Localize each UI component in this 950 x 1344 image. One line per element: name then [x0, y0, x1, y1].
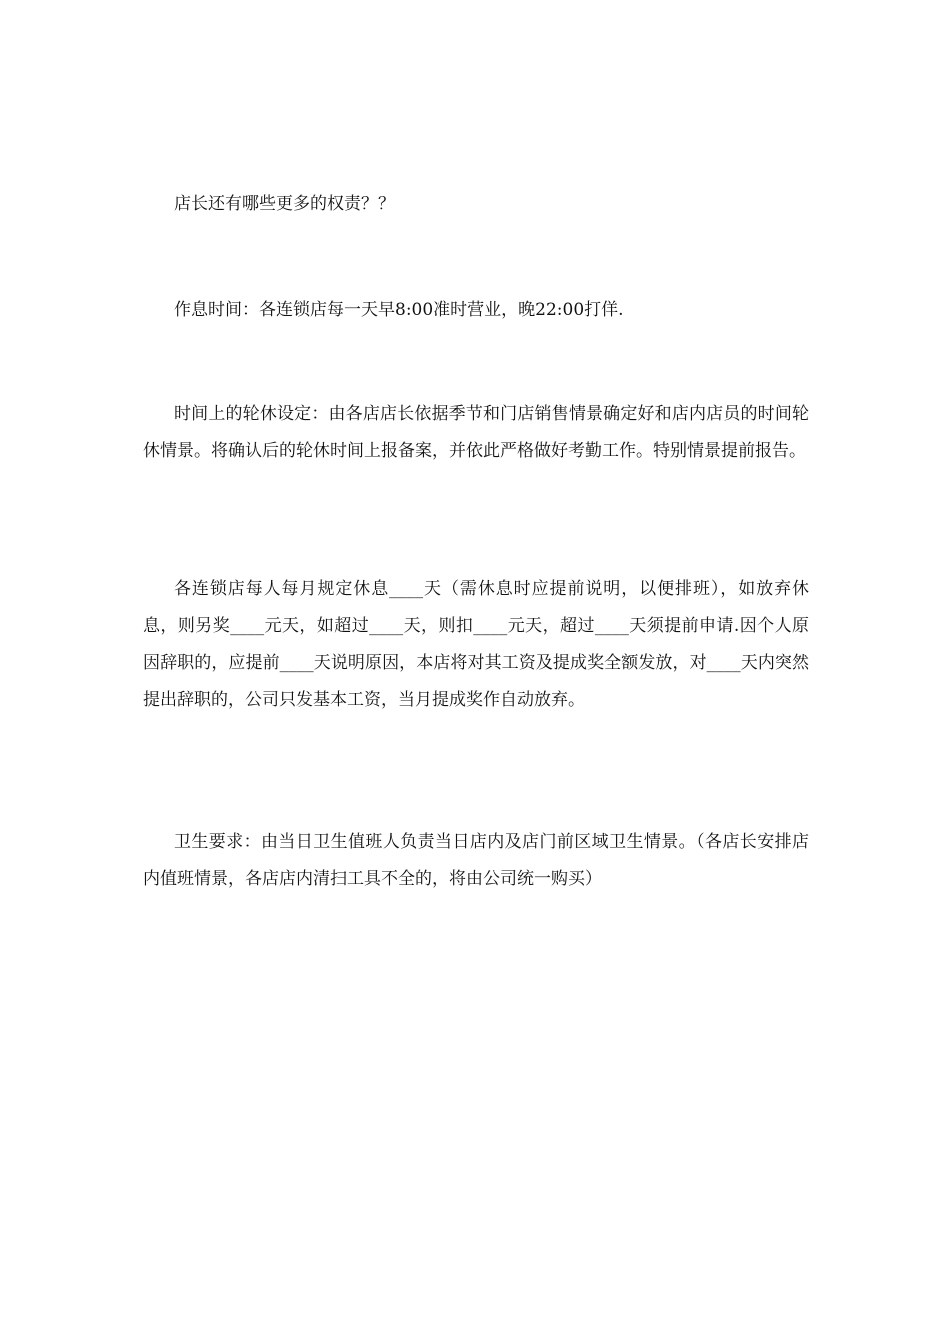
paragraph-hygiene-requirements: 卫生要求：由当日卫生值班人负责当日店内及店门前区域卫生情景。（各店长安排店内值班情景，各店店内清扫工具不全的，将由公司统一购买）: [143, 832, 809, 889]
paragraph-rotation-schedule: 时间上的轮休设定：由各店店长依据季节和门店销售情景确定好和店内店员的时间轮休情景。将确认后的轮休时间上报备案，并依此严格做好考勤工作。特别情景提前报告。: [143, 404, 809, 461]
paragraph-working-hours: 作息时间：各连锁店每一天早8:00准时营业，晚22:00打佯.: [174, 300, 624, 320]
paragraph-question: 店长还有哪些更多的权责？？: [174, 194, 395, 214]
paragraph-leave-policy: 各连锁店每人每月规定休息____天（需休息时应提前说明，以便排班），如放弃休息，则另奖____元天，如超过____天，则扣____元天，超过____天须提前申请.因个人原因辞职的，应提前____天说明原因，本店将对其工资及提成奖全额发放，对____天内突然提出辞职的，公司只发基本工资，当月提成奖作自动放弃。: [143, 579, 809, 710]
